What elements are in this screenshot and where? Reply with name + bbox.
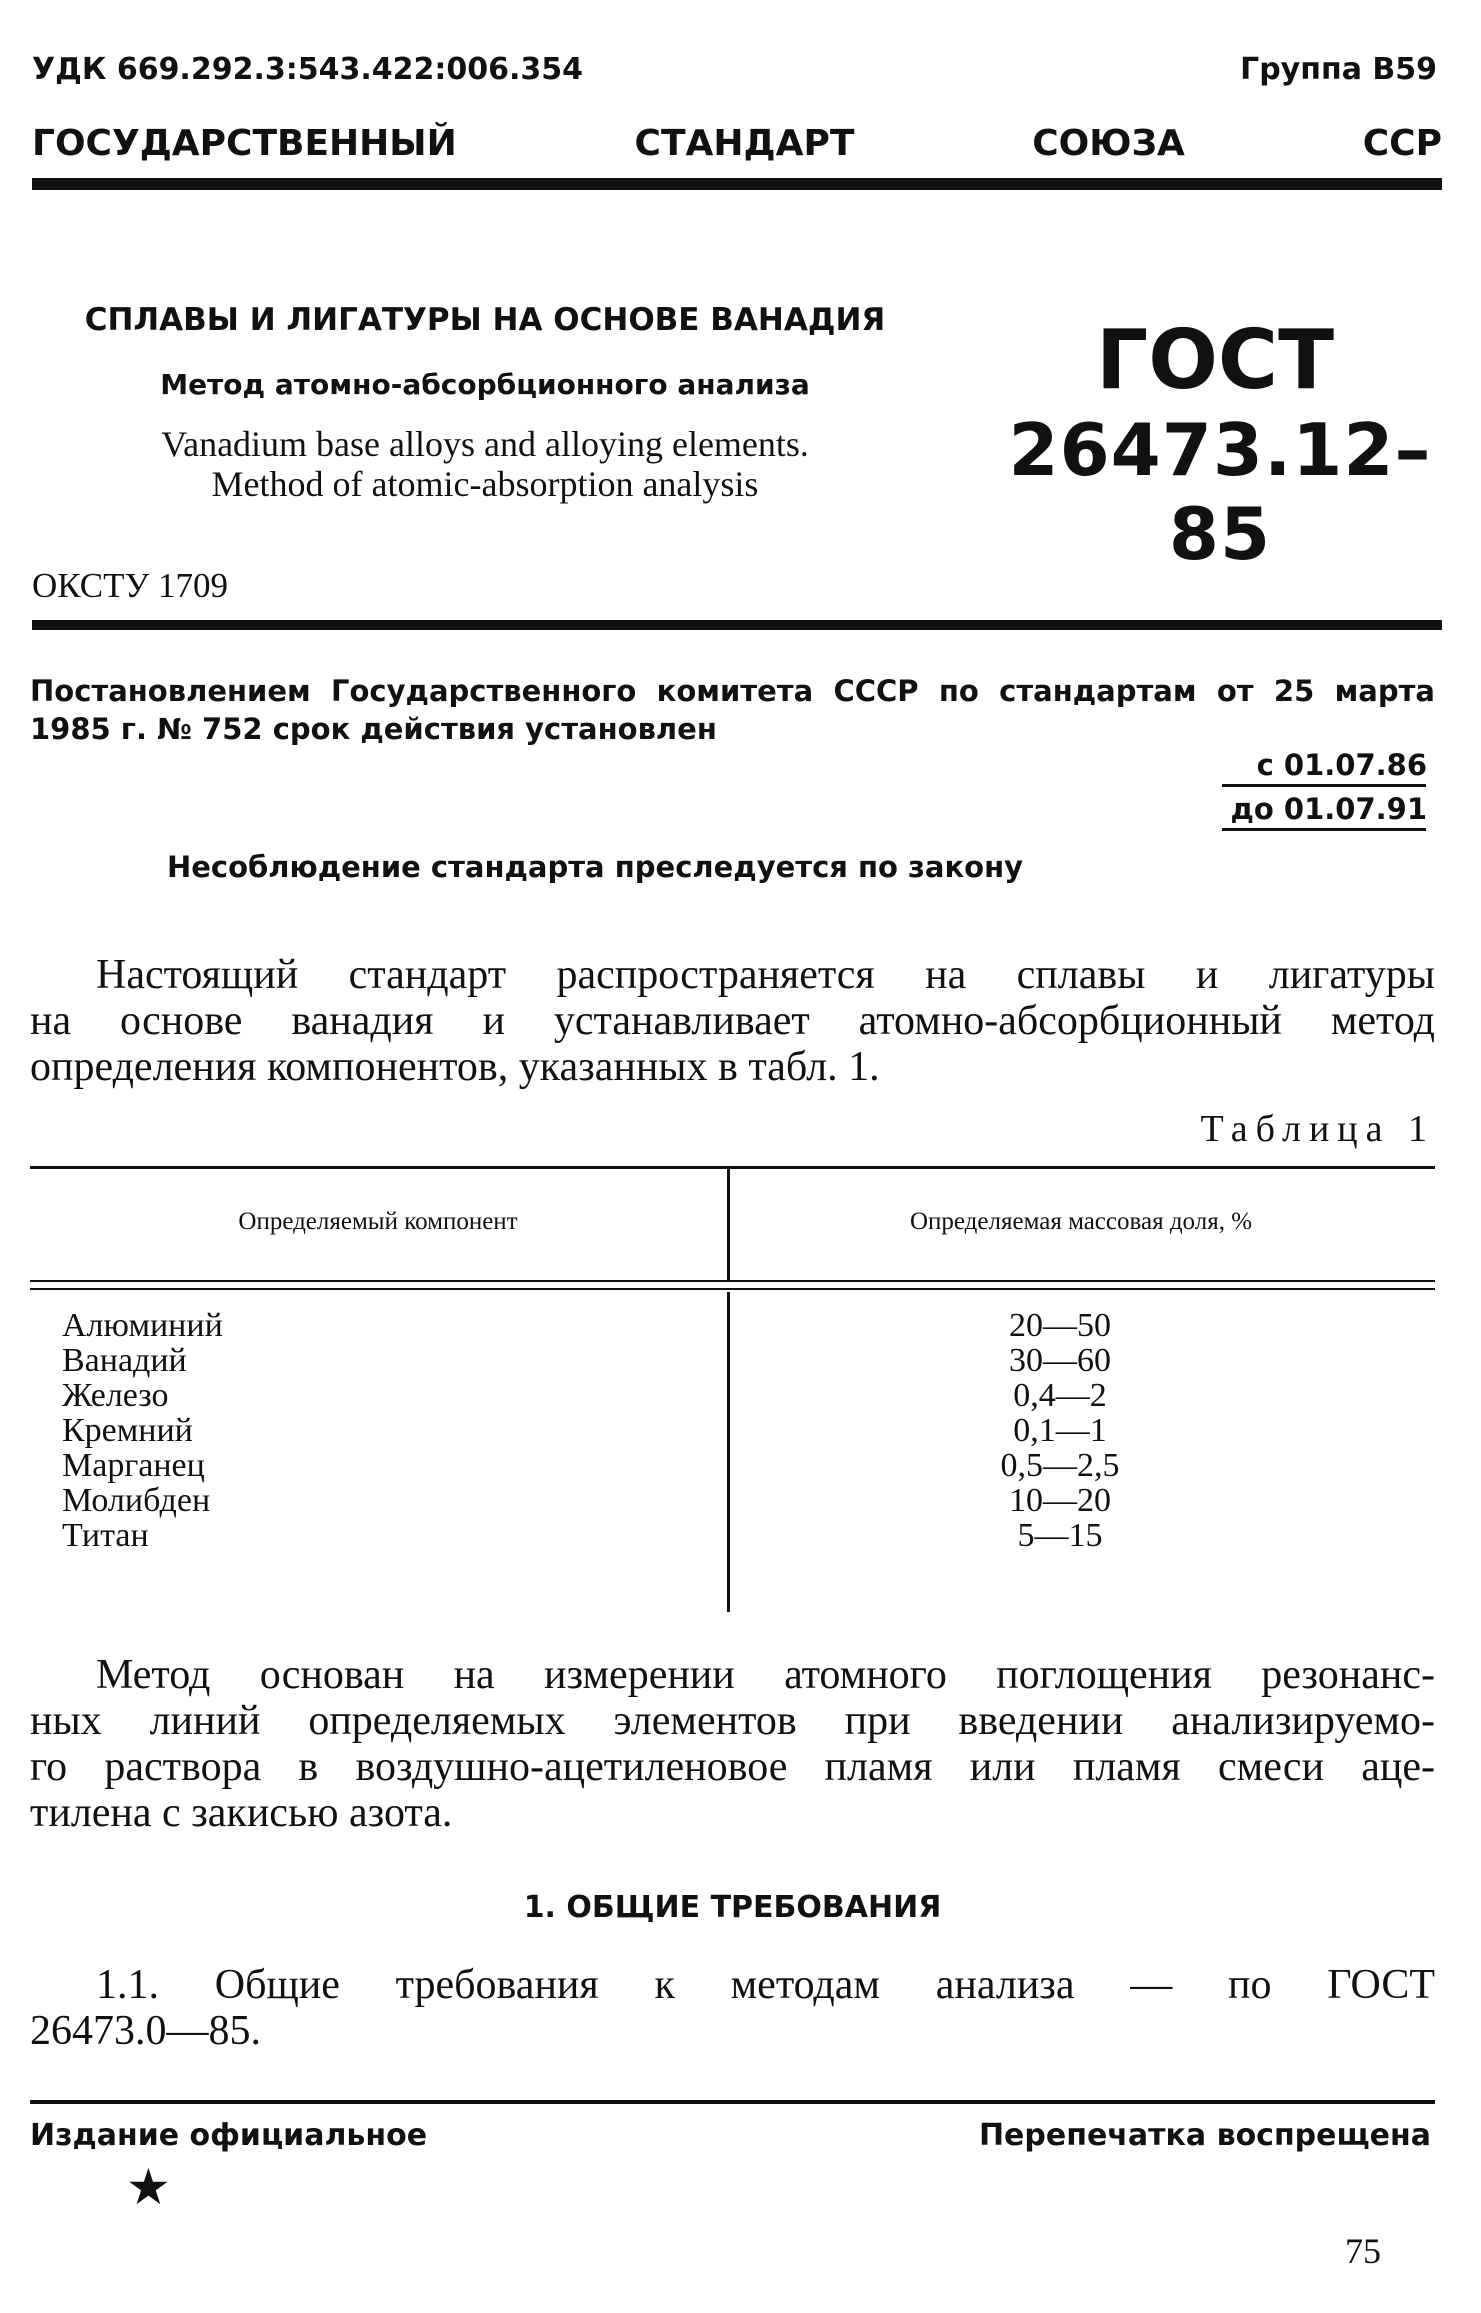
clause-1-1: [30, 1962, 1435, 2054]
fraction-column: [950, 1308, 1170, 1553]
paragraph-line: 1.1. Общие требования к методам анализа — по ГОСТ: [96, 1962, 1435, 2008]
column-header-component: Определяемый компонент: [238, 1208, 518, 1235]
banner-word: СОЮЗА: [1032, 123, 1185, 164]
method-paragraph: [30, 1652, 1435, 1836]
table-cell-component: Железо: [62, 1377, 169, 1414]
title-en-line: Method of atomic-absorption analysis: [211, 464, 759, 504]
table-cell-fraction: 20—50: [1009, 1307, 1111, 1344]
intro-paragraph: [30, 952, 1435, 1090]
table-cell-fraction: 0,1—1: [1013, 1412, 1107, 1449]
document-title: СПЛАВЫ И ЛИГАТУРЫ НА ОСНОВЕ ВАНАДИЯ: [84, 302, 886, 338]
document-subtitle: Метод атомно-абсорбционного анализа: [160, 368, 810, 401]
udk-code: УДК 669.292.3:543.422:006.354: [32, 52, 584, 87]
table-cell-fraction: 30—60: [1009, 1342, 1111, 1379]
banner-word: ССР: [1362, 123, 1442, 164]
paragraph-line: Метод основан на измерении атомного поглощения резонанс-: [96, 1652, 1435, 1698]
banner-word: ГОСУДАРСТВЕННЫЙ: [32, 123, 457, 164]
paragraph-line: на основе ванадия и устанавливает атомно-абсорбционный метод: [30, 998, 1435, 1044]
gost-label: ГОСТ: [1095, 313, 1335, 408]
paragraph-line: тилена с закисью азота.: [30, 1790, 453, 1836]
penalty-notice: Несоблюдение стандарта преследуется по закону: [166, 850, 1024, 884]
column-header-fraction: Определяемая массовая доля, %: [909, 1208, 1253, 1235]
table-cell-fraction: 0,5—2,5: [1000, 1447, 1120, 1484]
table-cell-component: Титан: [62, 1517, 149, 1554]
date-rule: [1222, 828, 1426, 831]
star-icon: ★: [126, 2158, 171, 2216]
group-code: Группа В59: [1240, 52, 1437, 87]
banner-word: СТАНДАРТ: [634, 123, 855, 164]
effective-to: до 01.07.91: [1230, 792, 1427, 826]
document-title-english: [30, 424, 940, 504]
footer-rule: [30, 2100, 1435, 2104]
header-rule: [32, 178, 1442, 190]
table-cell-component: Молибден: [62, 1482, 211, 1519]
paragraph-line: 26473.0—85.: [30, 2008, 261, 2054]
paragraph-line: ных линий определяемых элементов при введении анализируемо-: [30, 1698, 1435, 1744]
page-number: 75: [1345, 2231, 1381, 2271]
table-title: Таблица 1: [1200, 1108, 1435, 1150]
state-standard-banner: [32, 123, 1442, 164]
okstu-code: ОКСТУ 1709: [32, 566, 229, 605]
section-heading: 1. ОБЩИЕ ТРЕБОВАНИЯ: [523, 1890, 942, 1925]
table-cell-fraction: 10—20: [1009, 1482, 1111, 1519]
title-rule: [32, 620, 1442, 630]
date-rule: [1222, 784, 1426, 787]
table-header-rule: [30, 1288, 1435, 1290]
table-header-rule: [30, 1280, 1435, 1282]
gost-number: 26473.12–85: [1008, 408, 1432, 576]
table-cell-component: Алюминий: [62, 1307, 223, 1344]
component-column: [62, 1308, 223, 1553]
table-cell-component: Марганец: [62, 1447, 205, 1484]
reprint-prohibited-label: Перепечатка воспрещена: [978, 2118, 1431, 2153]
official-edition-label: Издание официальное: [30, 2118, 428, 2153]
paragraph-line: Настоящий стандарт распространяется на сплавы и лигатуры: [96, 952, 1435, 998]
table-cell-fraction: 5—15: [1017, 1517, 1103, 1554]
table-cell-component: Ванадий: [62, 1342, 187, 1379]
table-column-divider: [727, 1292, 730, 1612]
paragraph-line: го раствора в воздушно-ацетиленовое пламя или пламя смеси аце-: [30, 1744, 1435, 1790]
decree-text: Постановлением Государственного комитета СССР по стандартам от 25 марта 1985 г. № 752 срок действия установлен: [30, 674, 1435, 746]
effective-from: с 01.07.86: [1256, 748, 1427, 782]
table-top-rule: [30, 1166, 1435, 1169]
title-en-line: Vanadium base alloys and alloying elements.: [161, 424, 809, 464]
paragraph-line: определения компонентов, указанных в табл. 1.: [30, 1044, 880, 1090]
table-cell-fraction: 0,4—2: [1013, 1377, 1107, 1414]
table-cell-component: Кремний: [62, 1412, 193, 1449]
